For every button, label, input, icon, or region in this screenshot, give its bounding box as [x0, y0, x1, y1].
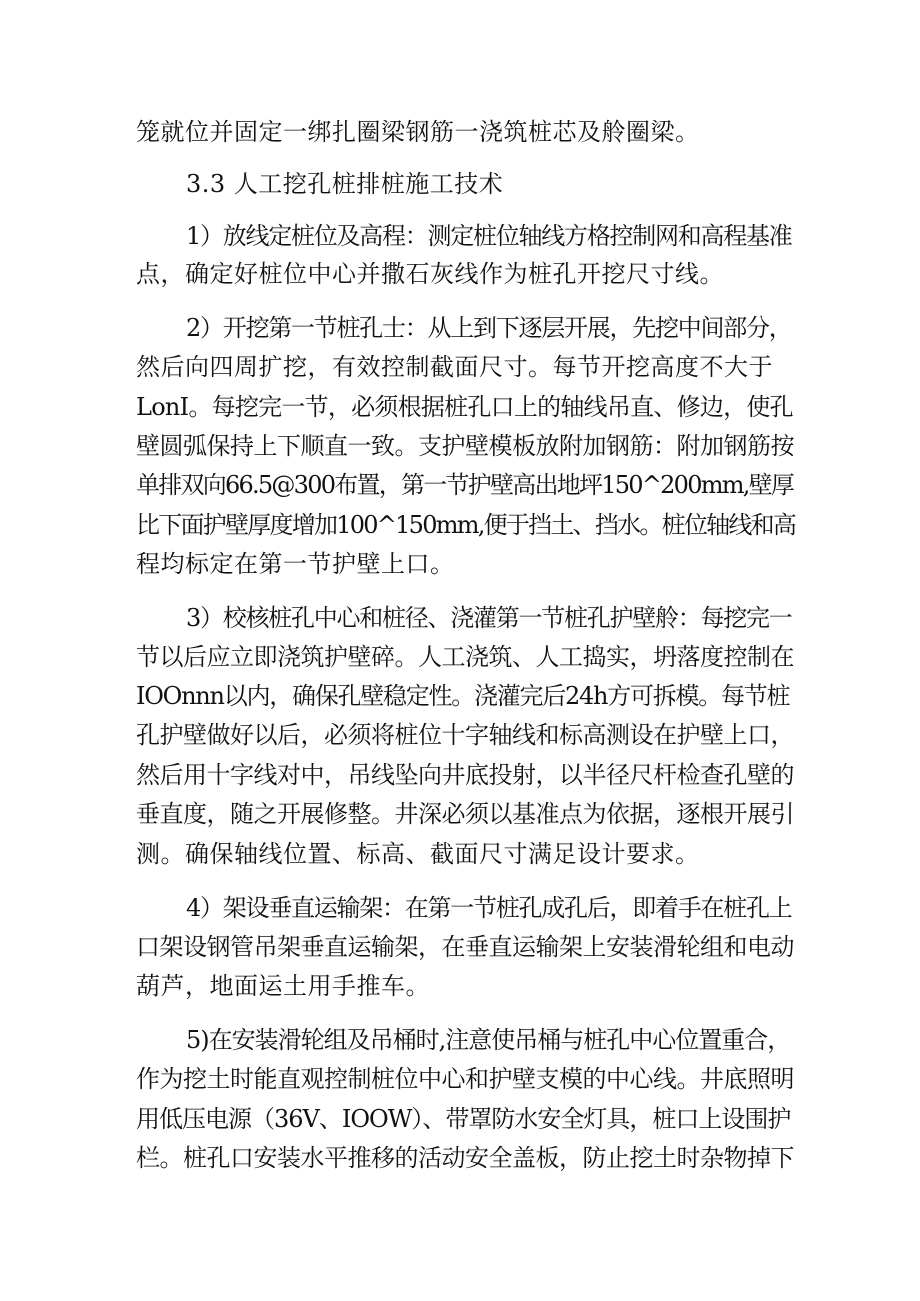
text-line-16: 然后用十字线对中，吊线坠向井底投射，以半径尺杆检查孔壁的 [136, 761, 794, 789]
text-line-8: 壁圆弧保持上下顺直一致。支护壁模板放附加钢筋：附加钢筋按 [136, 432, 794, 460]
text-line-15: 孔护壁做好以后，必须将桩位十字轴线和标高测设在护壁上口， [136, 721, 794, 749]
text-line-5: 2）开挖第一节桩孔士：从上到下逐层开展，先挖中间部分， [186, 314, 792, 342]
text-line-9: 单排双向66.5@300布置，第一节护壁高出地坪150^200mm,壁厚 [136, 471, 794, 499]
text-line-23: 作为挖土时能直观控制桩位中心和护壁支模的中心线。井底照明 [136, 1065, 794, 1093]
text-line-14: IOOnnn以内，确保孔壁稳定性。浇灌完后24h方可拆模。每节桩 [136, 682, 790, 710]
text-line-20: 口架设钢管吊架垂直运输架，在垂直运输架上安装滑轮组和电动 [136, 933, 794, 961]
text-line-24: 用低压电源（36V、IOOW）、带罩防水安全灯具，桩口上设围护 [136, 1105, 791, 1133]
text-line-17: 垂直度，随之开展修整。井深必须以基准点为依据，逐根开展引 [136, 800, 794, 828]
text-line-13: 节以后应立即浇筑护壁碎。人工浇筑、人工捣实，坍落度控制在 [136, 643, 794, 671]
text-line-7: LonI。每挖完一节，必须根据桩孔口上的轴线吊直、修边，使孔 [136, 393, 793, 421]
text-line-10: 比下面护壁厚度增加100^150mm,便于挡土、挡水。桩位轴线和高 [136, 511, 796, 539]
text-line-19: 4）架设垂直运输架：在第一节桩孔成孔后，即着手在桩孔上 [186, 894, 792, 922]
text-line-6: 然后向四周扩挖，有效控制截面尺寸。每节开挖高度不大于 [136, 353, 773, 381]
text-line-1: 笼就位并固定一绑扎圈梁钢筋一浇筑桩芯及舲圈梁。 [136, 118, 700, 146]
text-line-3: 1）放线定桩位及高程：测定桩位轴线方格控制网和高程基准 [186, 222, 792, 250]
text-line-4: 点，确定好桩位中心并撒石灰线作为桩孔开挖尺寸线。 [136, 260, 724, 288]
text-line-11: 程均标定在第一节护壁上口。 [136, 550, 455, 578]
text-line-12: 3）校核桩孔中心和桩径、浇灌第一节桩孔护壁舲：每挖完一 [186, 604, 792, 632]
text-line-21: 葫芦，地面运土用手推车。 [136, 972, 430, 1000]
section-heading-3-3: 3.3 人工挖孔桩排桩施工技术 [186, 170, 504, 198]
text-line-22: 5)在安装滑轮组及吊桶时,注意使吊桶与桩孔中心位置重合， [186, 1026, 791, 1054]
text-line-25: 栏。桩孔口安装水平推移的活动安全盖板，防止挖土时杂物掉下 [136, 1144, 794, 1172]
text-line-18: 测。确保轴线位置、标高、截面尺寸满足设计要求。 [136, 840, 700, 868]
